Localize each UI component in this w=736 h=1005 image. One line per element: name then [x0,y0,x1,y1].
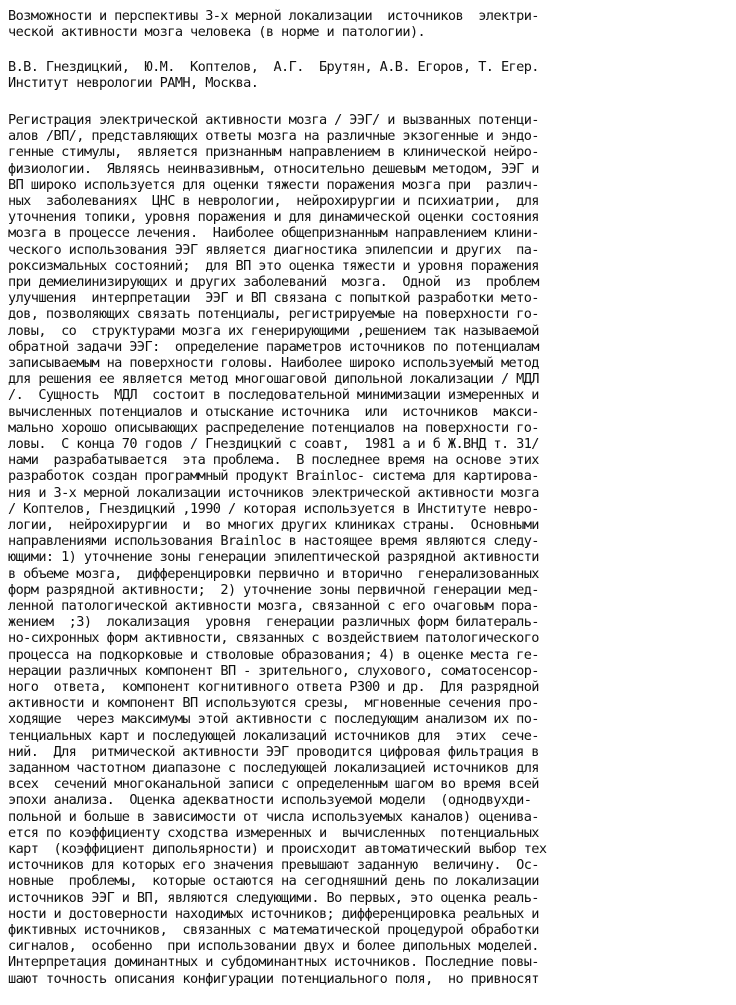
body-line: мально хорошо описывающих распределение потенциалов на поверхности го- [8,419,539,436]
body-line: фиктивных источников, связанных с математической процедурой обработки [8,922,539,938]
body-line: ловы, со структурами мозга их генерирующими ,решением так называемой [8,322,539,339]
title-line-2: ческой активности мозга человека (в норме и патологии). [8,24,426,40]
body-line: ности и достоверности находимых источников; дифференцировка реальных и [8,905,539,922]
body-line: вычисленных потенциалов и отыскание источника или источников макси- [8,403,539,420]
body-line: эпохи анализа. Оценка адекватности используемой модели (однодвухди- [8,792,532,809]
body-line: нами разрабатывается эта проблема. В последнее время на основе этих [8,452,539,469]
body-line: карт (коэффициент дипольярности) и происходит автоматический выбор тех [8,841,547,857]
body-line: жением ;3) локализация уровня генерации различных форм билатераль- [8,614,539,631]
body-line: дов, позволяющих связать потенциалы, регистрируемые на поверхности го- [8,306,539,323]
body-line: при демиелинизирующих и других заболеваний мозга. Одной из проблем [8,274,539,290]
body-line: ческого использования ЭЭГ является диагностика эпилепсии и других па- [8,241,539,258]
body-line: ния и 3-х мерной локализации источников электрической активности мозга [8,484,539,501]
body-line: ного ответа, компонент когнитивного ответа P300 и др. Для разрядной [8,679,539,695]
body-line: улучшения интерпретации ЭЭГ и ВП связана с попыткой разработки мето- [8,290,539,307]
body-line: новные проблемы, которые остаются на сегодняшний день по локализации [8,873,539,890]
body-line: тенциальных карт и последующей локализаций источников для этих сече- [8,727,539,744]
body-line: ВП широко используется для оценки тяжести поражения мозга при различ- [8,176,539,193]
body-line: генные стимулы, является признанным направлением в клинической нейро- [8,144,539,161]
body-line: источников для которых его значения превышают заданную величину. Ос- [8,857,539,874]
body-line: ется по коэффициенту сходства измеренных и вычисленных потенциальных [8,824,539,841]
body-line: всех сечений многоканальной записи с определенным шагом во время всей [8,776,539,793]
body-line: уточнения топики, уровня поражения и для динамической оценки состояния [8,209,539,226]
body-line: мозга в процессе лечения. Наиболее общепризнанным направлением клини- [8,225,539,242]
body-line: источников ЭЭГ и ВП, являются следующими. Во первых, это оценка реаль- [8,889,539,906]
body-line: нерации различных компонент ВП - зрительного, слухового, соматосенсор- [8,662,539,679]
body-line: физиологии. Являясь неинвазивным, относительно дешевым методом, ЭЭГ и [8,160,539,177]
body-line: ходящие через максимумы этой активности с последующим анализом их по- [8,711,539,728]
body-line: разработок создан программный продукт Brainloc- система для картирова- [8,468,539,485]
body-line: записываемым на поверхности головы. Наиболее широко используемый метод [8,355,539,371]
body-line: процесса на подкорковые и стволовые образования; 4) в оценке места ге- [8,646,539,663]
body-line: польной и больше в зависимости от числа используемых каналов) оценива- [8,808,539,825]
body-line: для решения ее является метод многошаговой дипольной локализации / МДЛ [8,371,539,388]
body-line: Регистрация электрической активности мозга / ЭЭГ/ и вызванных потенци- [8,112,539,128]
body-line: ний. Для ритмической активности ЭЭГ проводится цифровая фильтрация в [8,743,539,760]
body-line: сигналов, особенно при использовании двух и более дипольных моделей. [8,938,539,955]
body-line: ленной патологической активности мозга, связанной с его очаговым пора- [8,598,539,614]
body-line: направлениями использования Brainloc в настоящее время являются следу- [8,533,539,550]
affiliation-line: Институт неврологии РАМН, Москва. [8,75,259,91]
title-line-1: Возможности и перспективы 3-х мерной локализации источников электри- [8,8,539,24]
body-line: роксизмальных состояний; для ВП это оценка тяжести и уровня поражения [8,257,539,274]
body-line: /. Сущность МДЛ состоит в последовательной минимизации измеренных и [8,387,539,404]
body-line: форм разрядной активности; 2) уточнение зоны первичной генерации мед- [8,581,539,598]
body-line: заданном частотном диапазоне с последующей локализацией источников для [8,760,539,776]
body-line: активности и компонент ВП используются срезы, мгновенные сечения про- [8,695,539,712]
body-line: Интерпретация доминантных и субдоминантных источников. Последние повы- [8,954,539,971]
body-line: / Коптелов, Гнездицкий ,1990 / которая используется в Институте невро- [8,500,539,517]
body-line: ных заболеваниях ЦНС в неврологии, нейрохирургии и психиатрии, для [8,193,539,209]
body-line: в объеме мозга, дифференцировки первично и вторично генерализованных [8,565,539,582]
body-line: ловы. С конца 70 годов / Гнездицкий с соавт, 1981 а и б Ж.ВНД т. 31/ [8,436,539,452]
body-line: алов /ВП/, представляющих ответы мозга на различные экзогенные и эндо- [8,128,539,145]
body-line: шают точность описания конфигурации потенциального поля, но привносят [8,970,539,987]
body-line: ющими: 1) уточнение зоны генерации эпилептической разрядной активности [8,549,539,566]
body-line: обратной задачи ЭЭГ: определение параметров источников по потенциалам [8,338,539,355]
body-line: но-сихронных форм активности, связанных с воздействием патологического [8,630,539,647]
body-line: логии, нейрохирургии и во многих других клиниках страны. Основными [8,517,539,533]
authors-line: В.В. Гнездицкий, Ю.М. Коптелов, А.Г. Брутян, А.В. Егоров, Т. Егер. [8,59,539,75]
